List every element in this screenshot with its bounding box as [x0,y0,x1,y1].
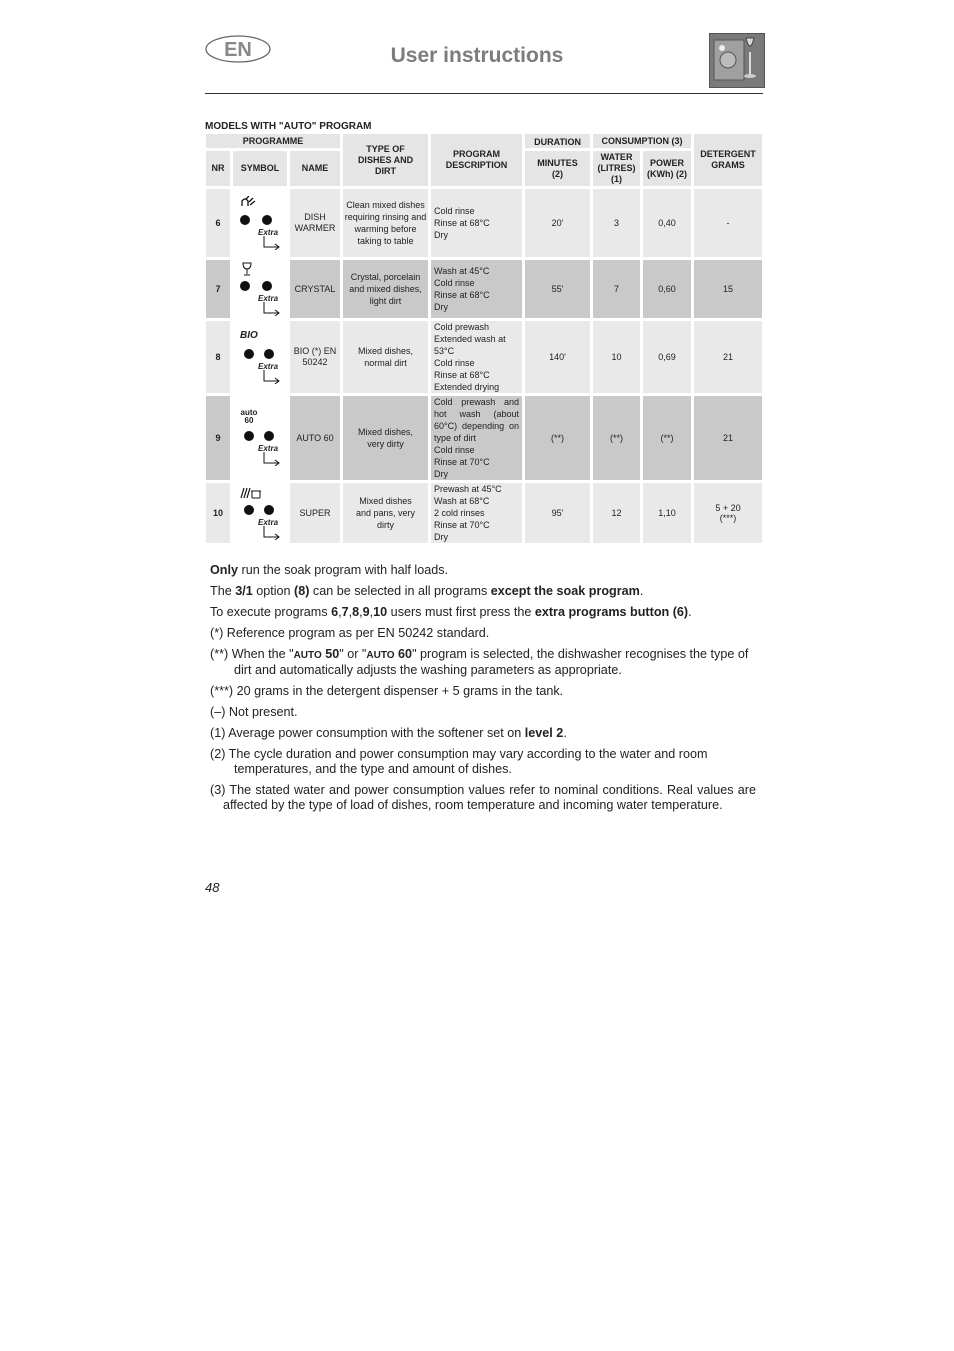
led-dot [244,505,254,515]
extra-label: Extra [258,228,279,237]
row-power: (**) [643,396,691,480]
row-water: 10 [593,321,640,393]
logo-text: EN [224,39,252,61]
header-water: WATER (LITRES) (1) [593,151,640,186]
table-row [206,260,762,318]
row-power: 0,40 [643,189,691,257]
header-duration: DURATION [525,134,590,148]
header-programme: PROGRAMME [206,134,340,148]
row-description: Cold prewash and hot wash (about 60°C) depending on type of dirt Cold rinse Rinse at 70°C Dry [431,396,522,480]
header-detergent: DETERGENT GRAMS [694,134,762,186]
note-not-present: (–) Not present. [210,705,298,719]
row-water: 3 [593,189,640,257]
note-detergent: (***) 20 grams in the detergent dispenser + 5 grams in the tank. [210,684,564,698]
header-type: TYPE OF DISHES AND DIRT [343,134,428,186]
note-extra-programs: To execute programs 6,7,8,9,10 users must first press the extra programs button (6). [210,605,692,619]
table-row [206,189,762,257]
arrow-icon [262,302,282,316]
note-auto-program: (**) When the "AUTO 50" or "AUTO 60" program is selected, the dishwasher recognises the type of dirt and automatically adjusts the washing parameters as appropriate. [210,647,749,677]
row-description: Wash at 45°C Cold rinse Rinse at 68°C Dry [431,260,522,318]
note-option-3-1: The 3/1 option (8) can be selected in all programs except the soak program. [210,584,644,598]
led-dot [264,431,274,441]
header-nr: NR [206,151,230,186]
header-minutes: MINUTES (2) [525,151,590,186]
led-dot [244,431,254,441]
program-table [203,131,765,546]
auto-60-icon: auto 60 [240,408,258,425]
row-symbol [233,483,287,543]
row-symbol [233,260,287,318]
row-minutes: (**) [525,396,590,480]
row-water: (**) [593,396,640,480]
row-minutes: 20' [525,189,590,257]
row-nr: 6 [206,189,230,257]
page-number: 48 [205,880,220,895]
row-minutes: 55' [525,260,590,318]
row-name: SUPER [290,483,340,543]
row-type: Mixed dishes, very dirty [343,396,428,480]
led-dot [240,281,250,291]
arrow-icon [262,370,282,384]
row-description: Prewash at 45°C Wash at 68°C 2 cold rinses Rinse at 70°C Dry [431,483,522,543]
row-name: CRYSTAL [290,260,340,318]
row-detergent: 21 [694,396,762,480]
led-dot [244,349,254,359]
row-description: Cold prewash Extended wash at 53°C Cold rinse Rinse at 68°C Extended drying [431,321,522,393]
header-symbol: SYMBOL [233,151,287,186]
led-dot [262,215,272,225]
table-row [206,321,762,393]
row-water: 12 [593,483,640,543]
row-nr: 10 [206,483,230,543]
row-water: 7 [593,260,640,318]
table-row [206,483,762,543]
led-dot [264,505,274,515]
row-power: 0,69 [643,321,691,393]
row-type: Mixed dishes, normal dirt [343,321,428,393]
row-type: Clean mixed dishes requiring rinsing and warming before taking to table [343,189,428,257]
arrow-icon [262,526,282,540]
row-symbol [233,396,287,480]
row-nr: 9 [206,396,230,480]
row-detergent: 21 [694,321,762,393]
led-dot [264,349,274,359]
led-dot [262,281,272,291]
row-minutes: 140' [525,321,590,393]
row-minutes: 95' [525,483,590,543]
dishwasher-photo-icon [709,33,765,88]
row-symbol [233,189,287,257]
row-nr: 7 [206,260,230,318]
header-consumption: CONSUMPTION (3) [593,134,691,148]
header-power: POWER (KWh) (2) [643,151,691,186]
row-power: 0,60 [643,260,691,318]
extra-label: Extra [258,518,279,527]
header-name: NAME [290,151,340,186]
row-name: DISH WARMER [290,189,340,257]
row-name: AUTO 60 [290,396,340,480]
row-type: Mixed dishes and pans, very dirty [343,483,428,543]
header-rule [205,93,763,94]
header-description: PROGRAM DESCRIPTION [431,134,522,186]
extra-label: Extra [258,294,279,303]
row-name: BIO (*) EN 50242 [290,321,340,393]
row-nr: 8 [206,321,230,393]
table-caption: MODELS WITH "AUTO" PROGRAM [205,121,372,132]
note-cycle-duration: (2) The cycle duration and power consumption may vary according to the water and room temperatures, and the type and amount of dishes. [210,747,708,776]
super-pan-icon [240,486,262,500]
bio-icon: BIO [240,330,258,341]
row-detergent: - [694,189,762,257]
glass-icon [242,262,252,276]
row-symbol [233,321,287,393]
table-row [206,396,762,480]
note-half-loads: Only run the soak program with half loads. [210,563,449,577]
row-description: Cold rinse Rinse at 68°C Dry [431,189,522,257]
row-detergent: 5 + 20 (***) [694,483,762,543]
row-detergent: 15 [694,260,762,318]
note-softener-level: (1) Average power consumption with the softener set on level 2. [210,726,567,740]
extra-label: Extra [258,444,279,453]
notes-section [210,563,756,819]
note-nominal-conditions: (3) The stated water and power consumption values refer to nominal conditions. Real values are affected by the type of load of dishes, room temperature and incoming water temperature. [210,783,756,812]
arrow-icon [262,452,282,466]
row-type: Crystal, porcelain and mixed dishes, light dirt [343,260,428,318]
dish-warmer-icon [240,196,256,208]
extra-label: Extra [258,362,279,371]
note-reference-program: (*) Reference program as per EN 50242 standard. [210,626,490,640]
page-title: User instructions [390,44,564,67]
row-power: 1,10 [643,483,691,543]
led-dot [240,215,250,225]
arrow-icon [262,236,282,250]
